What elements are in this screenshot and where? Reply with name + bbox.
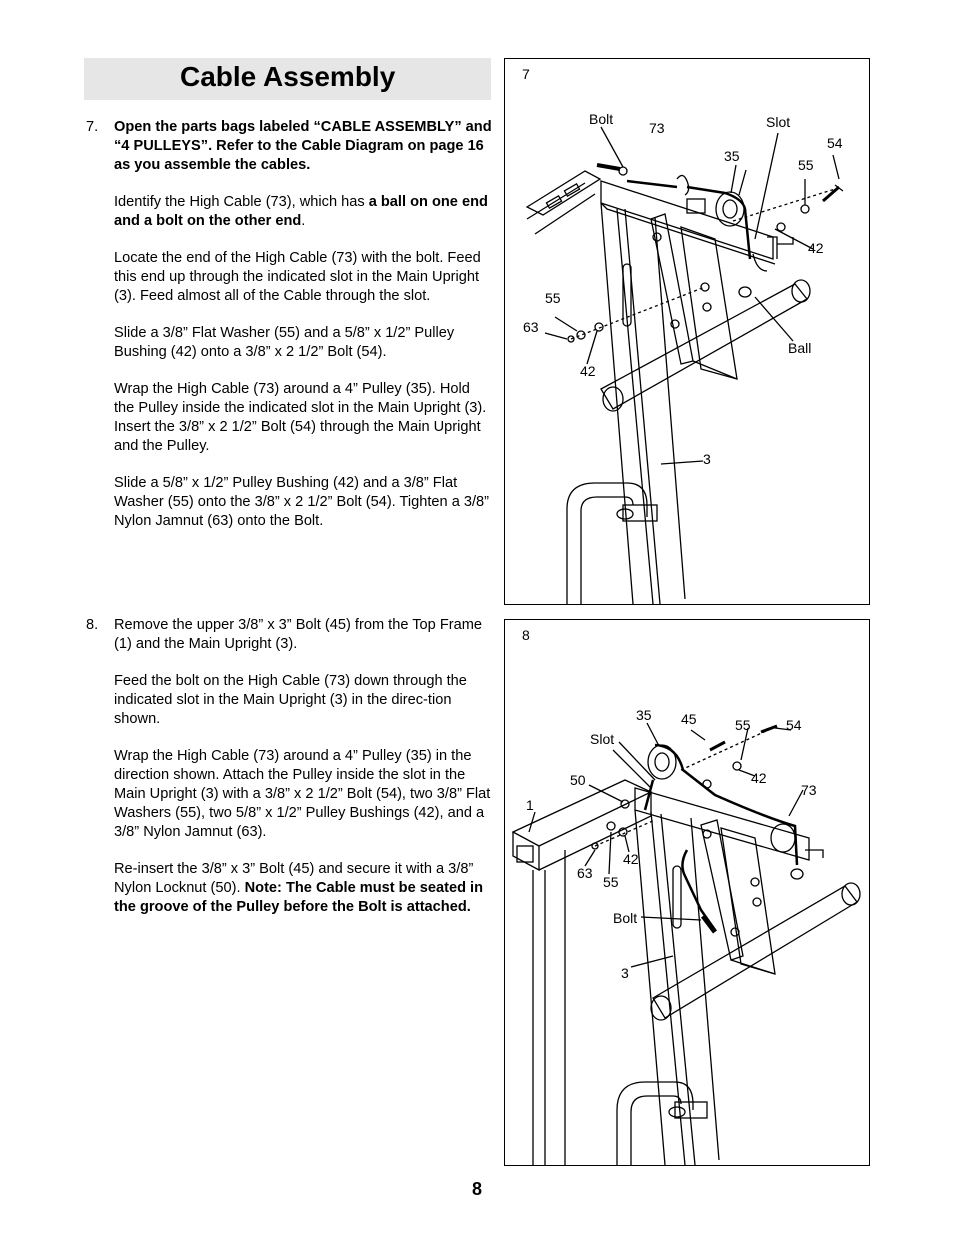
- label-63: 63: [523, 319, 539, 335]
- step-body: [114, 616, 492, 917]
- step-paragraph: Re-insert the 3/8” x 3” Bolt (45) and secure it with a 3/8” Nylon Locknut (50). Note: The Cable must be seated in the groove of the Pulley before the Bolt is attached.: [114, 861, 484, 915]
- label-35: 35: [724, 148, 740, 164]
- label-55: 55: [798, 157, 814, 173]
- figure-number: 7: [522, 66, 530, 82]
- label-45: 45: [681, 711, 697, 727]
- label-42: 42: [623, 851, 639, 867]
- label-42: 42: [751, 770, 767, 786]
- label-3: 3: [621, 965, 629, 981]
- step-number: 7.: [86, 119, 99, 135]
- label-54: 54: [827, 135, 843, 151]
- step-paragraph: Slide a 3/8” Flat Washer (55) and a 5/8” x 1/2” Pulley Bushing (42) onto a 3/8” x 2 1/2” Bolt (54).: [114, 325, 455, 360]
- step-8: [86, 616, 492, 917]
- figure-8: [504, 619, 870, 1166]
- step-number: 8.: [86, 617, 99, 633]
- step-paragraph: Remove the upper 3/8” x 3” Bolt (45) from the Top Frame (1) and the Main Upright (3).: [114, 617, 482, 652]
- label-63: 63: [577, 865, 593, 881]
- label-42: 42: [808, 240, 824, 256]
- figure-8-illustration: [505, 620, 869, 1165]
- step-paragraph: Wrap the High Cable (73) around a 4” Pulley (35) in the direction shown. Attach the Pulley inside the slot in the Main Upright (3) with a 3/8” x 2 1/2” Bolt (54), two 3/8” Flat Washers (55), two 5/8” x 1/2” Pulley Bushings (42), and a 3/8” Nylon Jamnut (63).: [114, 748, 491, 840]
- label-73: 73: [649, 120, 665, 136]
- label-55: 55: [603, 874, 619, 890]
- label-ball: Ball: [788, 340, 812, 356]
- step-paragraph: Identify the High Cable (73), which has a ball on one end and a bolt on the other end.: [114, 194, 488, 229]
- step-paragraph: Open the parts bags labeled “CABLE ASSEMBLY” and “4 PULLEYS”. Refer to the Cable Diagram on page 16 as you assemble the cables.: [114, 119, 492, 173]
- page-number: 8: [472, 1179, 483, 1199]
- step-paragraph: Feed the bolt on the High Cable (73) down through the indicated slot in the Main Upright (3) in the direc-tion shown.: [114, 673, 467, 727]
- label-35: 35: [636, 707, 652, 723]
- label-3: 3: [703, 451, 711, 467]
- step-paragraph: Wrap the High Cable (73) around a 4” Pulley (35). Hold the Pulley inside the indicated slot in the Main Upright (3). Insert the 3/8” x 2 1/2” Bolt (54) through the Main Upright and the Pulley.: [114, 381, 487, 454]
- label-1: 1: [526, 797, 534, 813]
- label-50: 50: [570, 772, 586, 788]
- label-slot: Slot: [590, 731, 615, 747]
- label-73: 73: [801, 782, 817, 798]
- label-42: 42: [580, 363, 596, 379]
- label-55: 55: [545, 290, 561, 306]
- step-7: [86, 118, 492, 531]
- figure-7: [504, 58, 870, 605]
- figure-7-illustration: [505, 59, 869, 604]
- label-55: 55: [735, 717, 751, 733]
- step-paragraph: Slide a 5/8” x 1/2” Pulley Bushing (42) and a 3/8” Flat Washer (55) onto the 3/8” x 2 1/2” Bolt (54). Tighten a 3/8” Nylon Jamnut (63) onto the Bolt.: [114, 475, 490, 529]
- label-bolt: Bolt: [613, 910, 638, 926]
- label-54: 54: [786, 717, 802, 733]
- step-paragraph: Locate the end of the High Cable (73) with the bolt. Feed this end up through the indicated slot in the Main Upright (3). Feed almost all of the Cable through the slot.: [114, 250, 481, 304]
- label-slot: Slot: [766, 114, 791, 130]
- label-bolt: Bolt: [589, 111, 614, 127]
- page-title: Cable Assembly: [180, 61, 396, 92]
- step-body: [114, 118, 492, 531]
- figure-number: 8: [522, 627, 530, 643]
- title-bar: [84, 58, 491, 100]
